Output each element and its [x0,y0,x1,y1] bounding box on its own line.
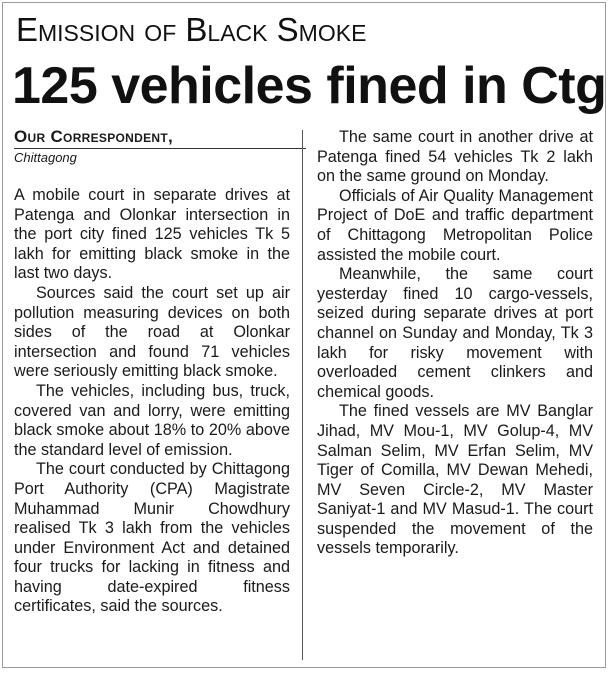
paragraph: Officials of Air Quality Management Project of DoE and traffic department of Chittagong Metropolitan Police assisted the mobile court. [317,186,593,264]
byline [14,128,314,165]
paragraph: The vehicles, including bus, truck, covered van and lorry, were emitting black smoke about 18% to 20% above the standard level of emission. [14,381,290,459]
paragraph: Sources said the court set up air pollution measuring devices on both sides of the road at Olonkar intersection and found 71 vehicles were seriously emitting black smoke. [14,283,290,381]
article-kicker: Emission of Black Smoke [16,11,367,48]
paragraph: The court conducted by Chittagong Port Authority (CPA) Magistrate Muhammad Munir Chowdhury realised Tk 3 lakh from the vehicles under Environment Act and detained four trucks for lacking in fitness and having date-expired fitness certificates, said the sources. [14,460,290,616]
article-column-right [317,128,593,559]
paragraph: The fined vessels are MV Banglar Jihad, MV Mou-1, MV Golup-4, MV Salman Selim, MV Erfan Selim, MV Tiger of Comilla, MV Dewan Mehedi, MV Seven Circle-2, MV Master Saniyat-1 and MV Masud-1. The court suspended the movement of the vessels temporarily. [317,402,593,558]
byline-rule [14,148,306,149]
paragraph: A mobile court in separate drives at Patenga and Olonkar intersection in the port city fined 125 vehicles Tk 5 lakh for emitting black smoke in the last two days. [14,186,290,283]
byline-place: Chittagong [14,150,77,165]
column-divider [302,130,303,660]
article-column-left [14,186,290,617]
paragraph: Meanwhile, the same court yesterday fined 10 cargo-vessels, seized during separate drives at port channel on Sunday and Monday, Tk 3 lakh for risky movement with overloaded cement clinkers and chemical goods. [317,265,593,401]
byline-name: Our Correspondent, [14,127,174,146]
paragraph: The same court in another drive at Patenga fined 54 vehicles Tk 2 lakh on the same ground on Monday. [317,128,593,186]
article-headline: 125 vehicles fined in Ctg [12,57,607,115]
